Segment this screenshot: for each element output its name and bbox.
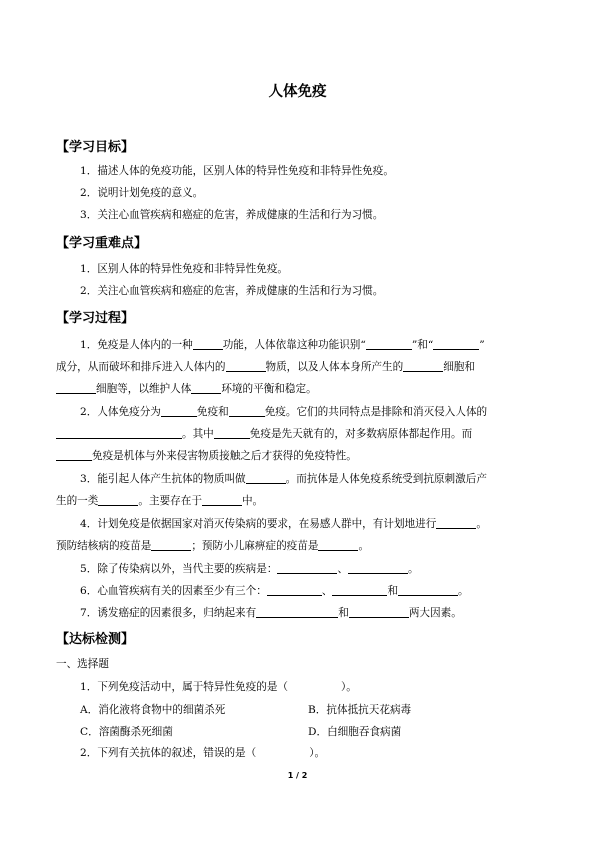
blank[interactable] [267, 583, 322, 596]
process-q6: 6．心血管疾病有关的因素至少有三个： 、 和 。 [80, 585, 469, 597]
q1-option-c[interactable]: C．溶菌酶杀死细菌 [80, 726, 173, 738]
blank[interactable] [348, 561, 408, 574]
process-q1-line3: 细胞等，以维护人体 环境的平衡和稳定。 [56, 381, 317, 396]
key-point-item-2: 2．关注心血管疾病和癌症的危害，养成健康的生活和行为习惯。 [80, 285, 384, 297]
goal-item-2: 2．说明计划免疫的意义。 [80, 187, 204, 199]
process-q5: 5．除了传染病以外，当代主要的疾病是： 、 。 [80, 563, 419, 575]
process-q1-line1: 1．免疫是人体内的一种 功能，人体依靠这种功能识别“ ”和“ ” [80, 339, 485, 351]
process-q4-line1: 4．计划免疫是依据国家对消灭传染病的要求，在易感人群中，有计划地进行 。 [80, 518, 487, 530]
key-points-heading: 【学习重难点】 [56, 236, 148, 251]
process-q2-line1: 2．人体免疫分为 免疫和 免疫。它们的共同特点是排除和消灭侵入人体的 [80, 406, 488, 418]
goal-item-1: 1．描述人体的免疫功能，区别人体的特异性免疫和非特异性免疫。 [80, 165, 394, 177]
process-q3-line2: 生的一类 。主要存在于 中。 [56, 495, 264, 507]
process-q4-line2: 预防结核病的疫苗是 ；预防小儿麻痹症的疫苗是 。 [56, 540, 370, 552]
blank[interactable] [246, 471, 286, 484]
q1-option-b[interactable]: B．抗体抵抗天花病毒 [308, 704, 412, 716]
blank[interactable] [277, 561, 337, 574]
blank[interactable] [56, 426, 182, 439]
blank[interactable] [98, 493, 138, 506]
blank[interactable] [191, 381, 221, 394]
q1-option-d[interactable]: D．白细胞吞食病菌 [308, 726, 402, 738]
process-q1-line2: 成分，从而破坏和排斥进入人体内的 物质，以及人体本身所产生的 细胞和 [56, 361, 475, 373]
goal-item-3: 3．关注心血管疾病和癌症的危害，养成健康的生活和行为习惯。 [80, 209, 384, 221]
blank[interactable] [161, 404, 197, 417]
blank[interactable] [398, 583, 458, 596]
blank[interactable] [433, 337, 479, 350]
test-question-1: 1．下列免疫活动中，属于特异性免疫的是（ ）。 [80, 681, 357, 693]
blank[interactable] [151, 538, 191, 551]
blank[interactable] [318, 538, 358, 551]
blank[interactable] [202, 493, 242, 506]
process-q2-line3: 免疫是机体与外来侵害物质接触之后才获得的免疫特性。 [56, 448, 357, 463]
blank[interactable] [229, 404, 265, 417]
blank[interactable] [403, 359, 443, 372]
process-heading: 【学习过程】 [56, 311, 135, 326]
process-q2-line2: 。其中 免疫是先天就有的，对多数病原体都起作用。而 [56, 426, 472, 441]
blank[interactable] [56, 381, 96, 394]
blank[interactable] [226, 359, 266, 372]
blank[interactable] [436, 516, 476, 529]
blank[interactable] [256, 605, 338, 618]
test-part-1-label: 一、选择题 [56, 658, 109, 670]
page-title: 人体免疫 [268, 84, 327, 100]
q1-option-a[interactable]: A．消化液将食物中的细菌杀死 [80, 704, 226, 716]
blank[interactable] [332, 583, 387, 596]
process-q7: 7．诱发癌症的因素很多，归纳起来有 和 两大因素。 [80, 607, 462, 619]
process-q3-line1: 3．能引起人体产生抗体的物质叫做 。而抗体是人体免疫系统受到抗原刺激后产 [80, 473, 487, 485]
blank[interactable] [193, 337, 223, 350]
blank[interactable] [56, 448, 92, 461]
blank[interactable] [214, 426, 250, 439]
test-heading: 【达标检测】 [56, 632, 135, 647]
blank[interactable] [366, 337, 412, 350]
page-number: 1 / 2 [287, 771, 308, 780]
blank[interactable] [349, 605, 409, 618]
test-question-2: 2．下列有关抗体的叙述，错误的是（ ）。 [80, 747, 326, 759]
key-point-item-1: 1．区别人体的特异性免疫和非特异性免疫。 [80, 263, 289, 275]
goals-heading: 【学习目标】 [56, 140, 135, 155]
